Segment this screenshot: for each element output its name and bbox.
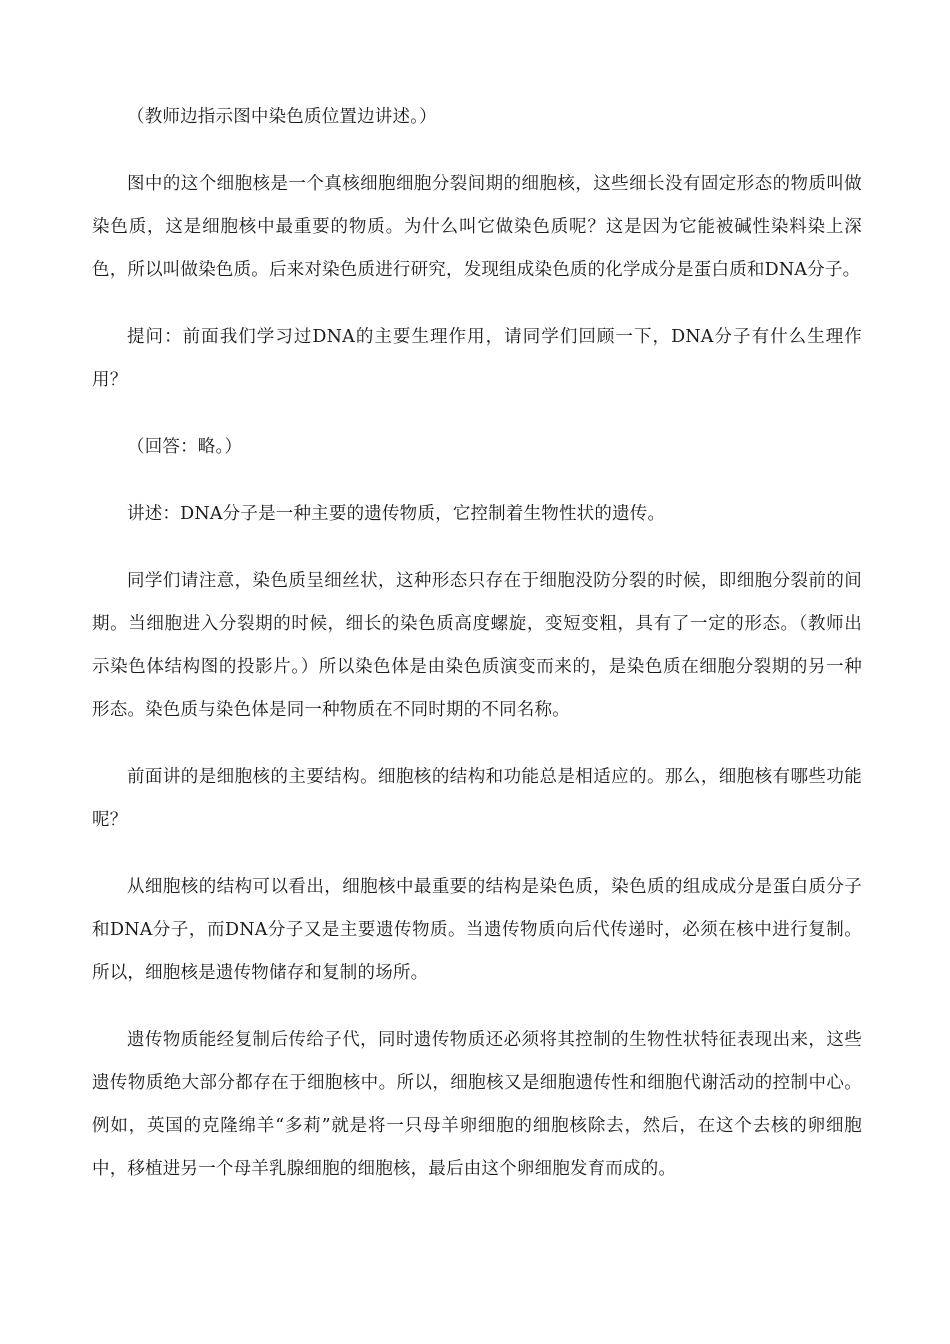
paragraph-chromatin-intro: 图中的这个细胞核是一个真核细胞细胞分裂间期的细胞核，这些细长没有固定形态的物质叫做染色质，这是细胞核中最重要的物质。为什么叫它做染色质呢？这是因为它能被碱性染料染上深色，所以叫做染色质。后来对染色质进行研究，发现组成染色质的化学成分是蛋白质和DNA分子。	[92, 174, 862, 280]
paragraph-nucleus-control: 遗传物质能经复制后传给子代，同时遗传物质还必须将其控制的生物性状特征表现出来，这些遗传物质绝大部分都存在于细胞核中。所以，细胞核又是细胞遗传性和细胞代谢活动的控制中心。例如，英国的克隆绵羊“多莉”就是将一只母羊卵细胞的细胞核除去，然后，在这个去核的卵细胞中，移植进另一个母羊乳腺细胞的细胞核，最后由这个卵细胞发育而成的。	[92, 1030, 862, 1179]
paragraph-question: 提问：前面我们学习过DNA的主要生理作用，请同学们回顾一下，DNA分子有什么生理作用？	[92, 327, 862, 390]
paragraph-chromosome: 同学们请注意，染色质呈细丝状，这种形态只存在于细胞没防分裂的时候，即细胞分裂前的间期。当细胞进入分裂期的时候，细长的染色质高度螺旋，变短变粗，具有了一定的形态。（教师出示染色体结构图的投影片。）所以染色体是由染色质演变而来的，是染色质在细胞分裂期的另一种形态。染色质与染色体是同一种物质在不同时期的不同名称。	[92, 571, 862, 720]
paragraph-teacher-note: （教师边指示图中染色质位置边讲述。）	[127, 107, 437, 127]
paragraph-dna-function: 讲述：DNA分子是一种主要的遗传物质，它控制着生物性状的遗传。	[127, 504, 666, 524]
paragraph-nucleus-storage: 从细胞核的结构可以看出，细胞核中最重要的结构是染色质，染色质的组成成分是蛋白质分子和DNA分子，而DNA分子又是主要遗传物质。当遗传物质向后代传递时，必须在核中进行复制。所以，细胞核是遗传物储存和复制的场所。	[92, 877, 862, 983]
paragraph-answer: （回答：略。）	[127, 437, 243, 457]
document-body	[92, 96, 862, 1215]
paragraph-nucleus-function-question: 前面讲的是细胞核的主要结构。细胞核的结构和功能总是相适应的。那么，细胞核有哪些功能呢？	[92, 767, 862, 830]
